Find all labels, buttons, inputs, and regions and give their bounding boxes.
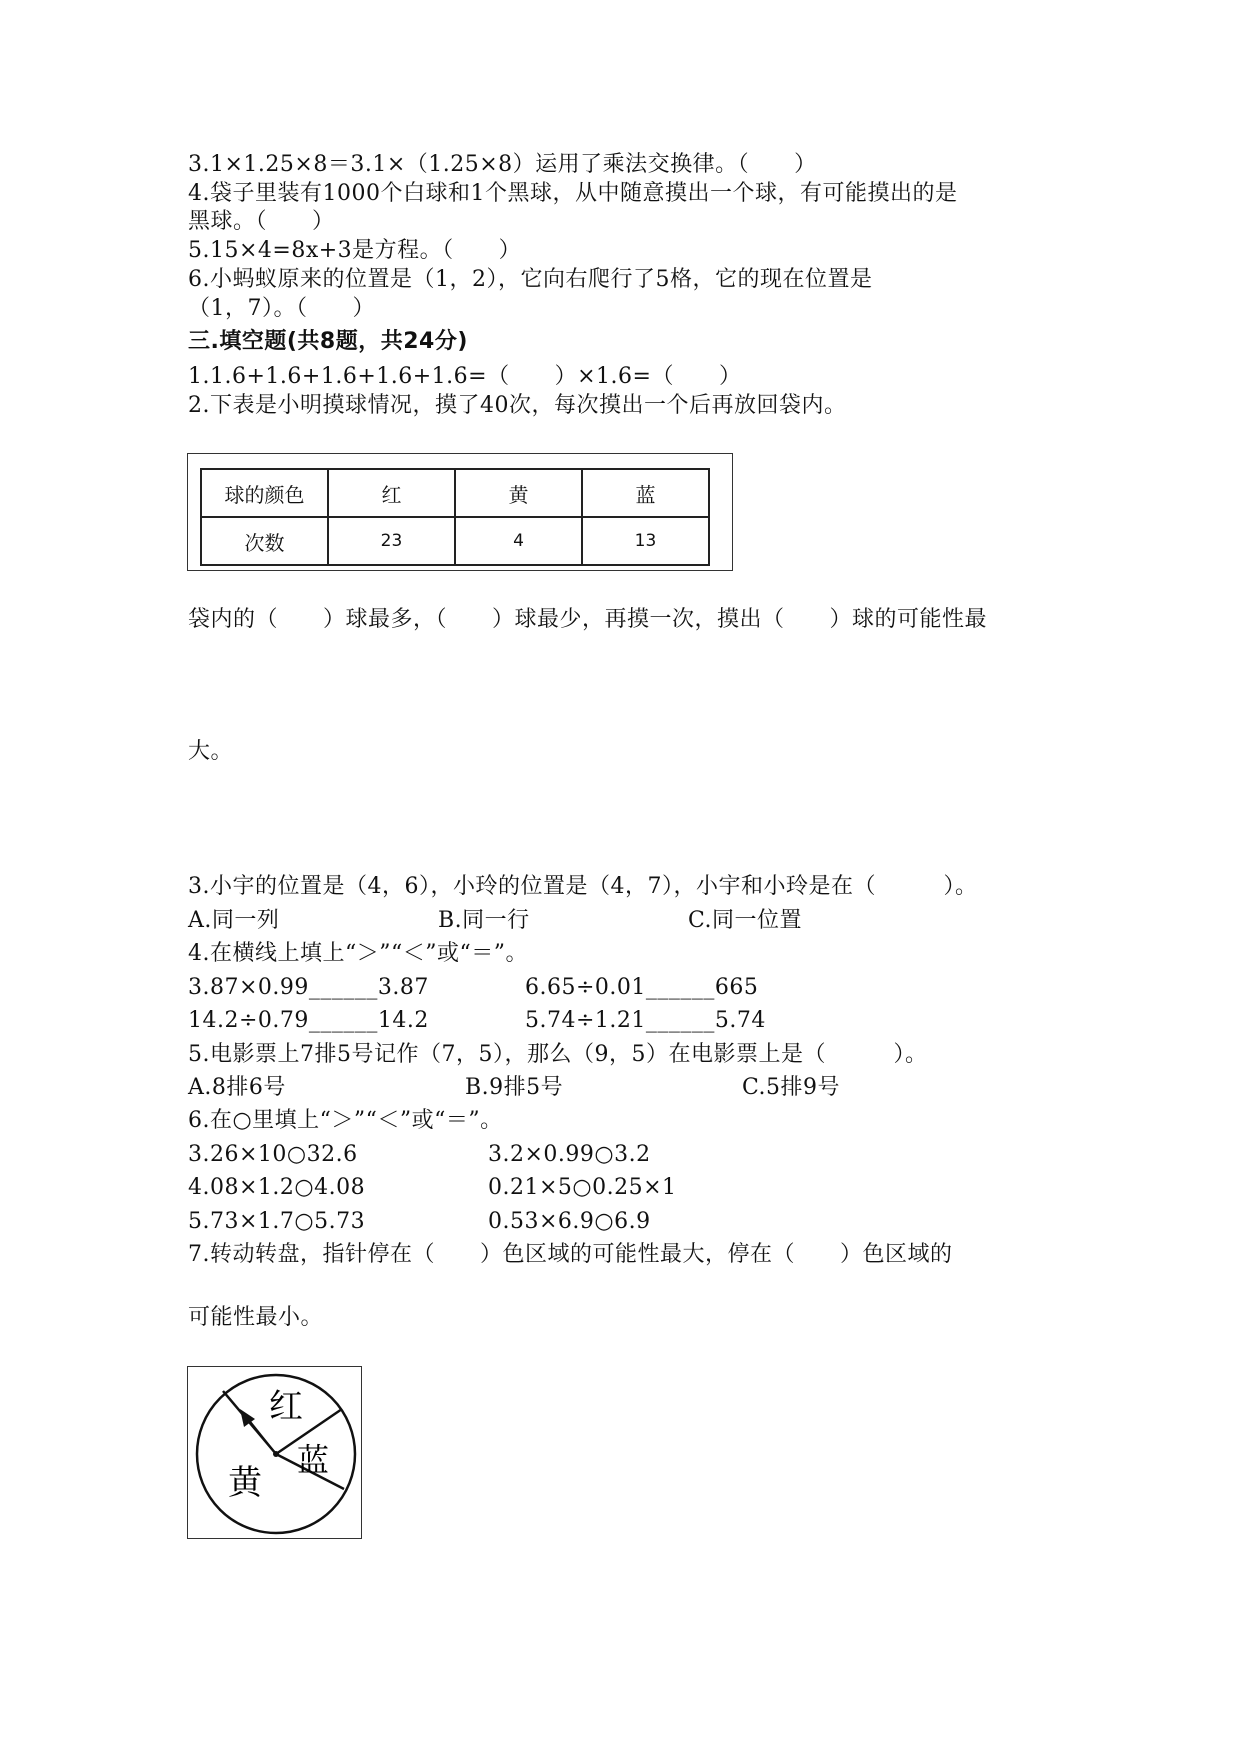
q4-item: 14.2÷0.79______14.2 <box>188 1008 429 1033</box>
q6-item: 4.08×1.2○4.08 <box>188 1175 366 1200</box>
q6-item: 0.21×5○0.25×1 <box>488 1175 677 1200</box>
table-header-cell: 黄 <box>455 469 582 517</box>
q4-item: 5.74÷1.21______5.74 <box>525 1008 766 1033</box>
spinner-diagram <box>188 1367 361 1538</box>
table-cell: 23 <box>328 517 455 565</box>
q4-item: 3.87×0.99______3.87 <box>188 975 429 1000</box>
ball-stats-table <box>200 468 710 566</box>
fill-q3-stem: 3.小宇的位置是（4，6），小玲的位置是（4，7），小宇和小玲是在（ ）。 <box>188 874 978 899</box>
judge-q4-line1: 4.袋子里装有1000个白球和1个黑球，从中随意摸出一个球，有可能摸出的是 <box>188 181 958 206</box>
fill-q4-stem: 4.在横线上填上“＞”“＜”或“＝”。 <box>188 941 528 966</box>
fill-q2-line1: 袋内的（ ）球最多，（ ）球最少，再摸一次，摸出（ ）球的可能性最 <box>188 607 988 632</box>
q5-option-a: A.8排6号 <box>188 1075 286 1100</box>
q6-item: 3.26×10○32.6 <box>188 1142 358 1167</box>
fill-q5-stem: 5.电影票上7排5号记作（7，5），那么（9，5）在电影票上是（ ）。 <box>188 1042 928 1067</box>
spinner-label-red: 红 <box>269 1387 303 1427</box>
fill-q7-line1: 7.转动转盘，指针停在（ ）色区域的可能性最大，停在（ ）色区域的 <box>188 1242 953 1267</box>
q3-option-a: A.同一列 <box>188 908 280 933</box>
table-header-cell: 红 <box>328 469 455 517</box>
table-cell: 4 <box>455 517 582 565</box>
q6-item: 3.2×0.99○3.2 <box>488 1142 651 1167</box>
q6-item: 5.73×1.7○5.73 <box>188 1209 366 1234</box>
q6-item: 0.53×6.9○6.9 <box>488 1209 651 1234</box>
table-cell: 次数 <box>201 517 328 565</box>
judge-q3: 3.1×1.25×8＝3.1×（1.25×8）运用了乘法交换律。（ ） <box>188 152 817 177</box>
fill-q7-line2: 可能性最小。 <box>188 1305 324 1330</box>
spinner-figure <box>187 1366 362 1539</box>
judge-q6-line2: （1，7）。（ ） <box>188 296 375 321</box>
spinner-label-blue: 蓝 <box>297 1441 330 1479</box>
judge-q4-line2: 黑球。（ ） <box>188 209 335 234</box>
q3-option-b: B.同一行 <box>438 908 530 933</box>
fill-q6-stem: 6.在○里填上“＞”“＜”或“＝”。 <box>188 1108 503 1133</box>
spinner-label-yellow: 黄 <box>228 1463 262 1503</box>
table-header-row <box>201 469 709 517</box>
q4-item: 6.65÷0.01______665 <box>525 975 759 1000</box>
fill-q2-intro: 2.下表是小明摸球情况，摸了40次，每次摸出一个后再放回袋内。 <box>188 393 847 418</box>
fill-q2-line2: 大。 <box>188 739 234 764</box>
spinner-center <box>273 1451 279 1457</box>
section-heading: 三.填空题(共8题，共24分) <box>188 329 468 354</box>
table-header-cell: 球的颜色 <box>201 469 328 517</box>
judge-q6-line1: 6.小蚂蚁原来的位置是（1，2），它向右爬行了5格，它的现在位置是 <box>188 267 873 292</box>
table-row <box>201 517 709 565</box>
judge-q5: 5.15×4=8x+3是方程。（ ） <box>188 238 522 263</box>
q3-option-c: C.同一位置 <box>688 908 803 933</box>
ball-stats-table-figure <box>187 453 733 571</box>
table-cell: 13 <box>582 517 709 565</box>
fill-q1: 1.1.6+1.6+1.6+1.6+1.6=（ ）×1.6=（ ） <box>188 364 742 389</box>
q5-option-c: C.5排9号 <box>742 1075 841 1100</box>
table-header-cell: 蓝 <box>582 469 709 517</box>
q5-option-b: B.9排5号 <box>465 1075 564 1100</box>
